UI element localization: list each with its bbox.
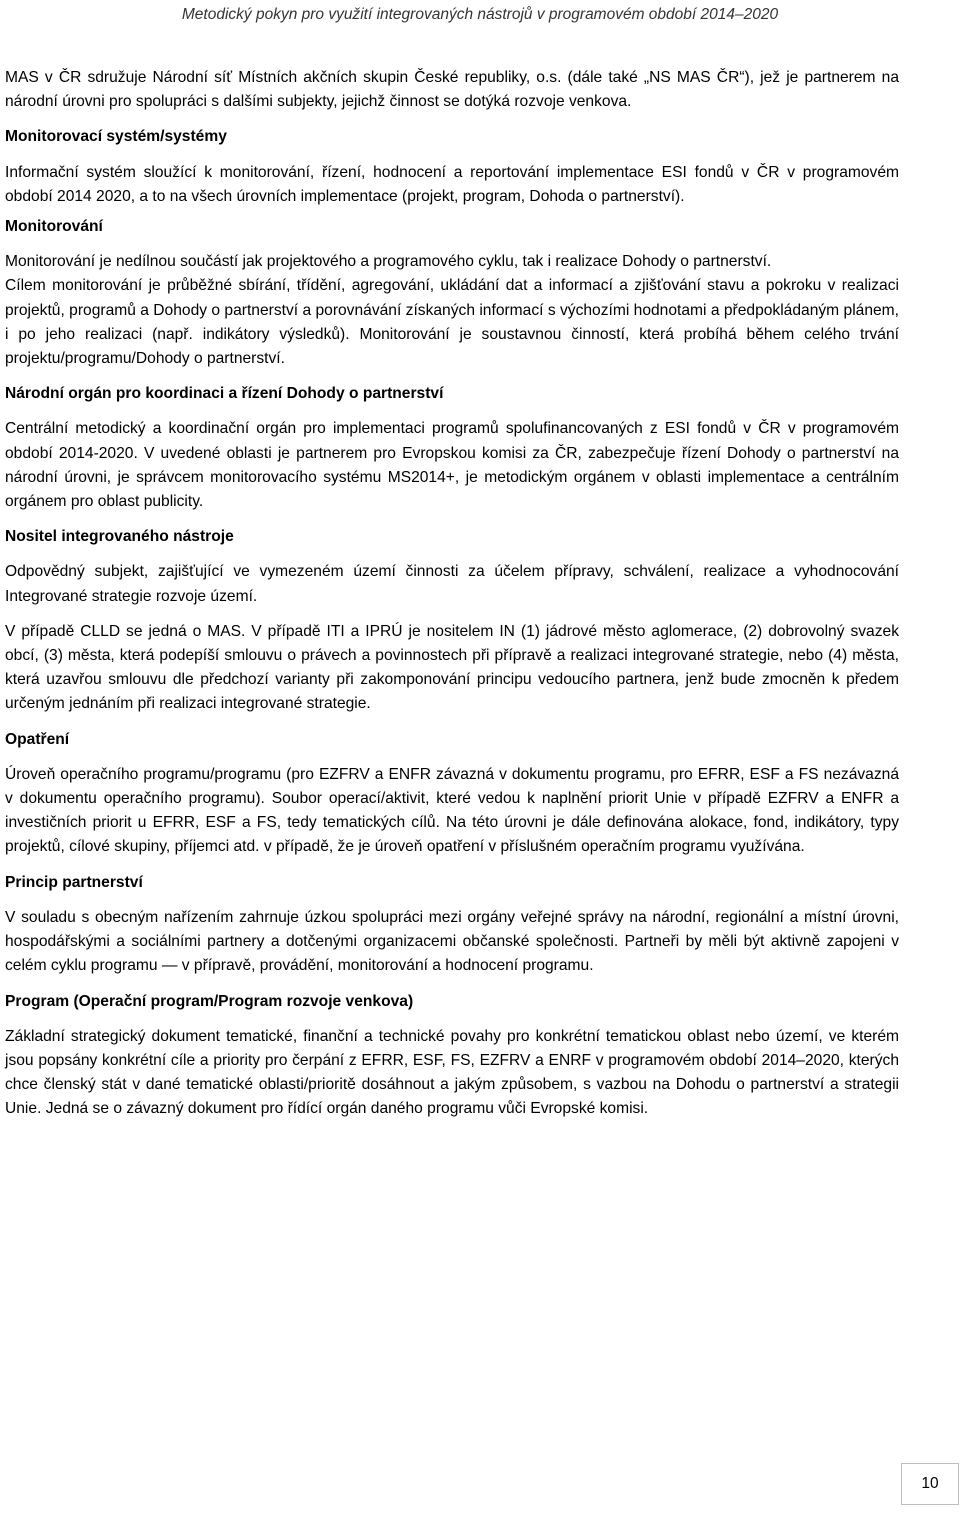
section-monitorovani [5,215,899,371]
section-paragraph: V případě CLLD se jedná o MAS. V případě ITI a IPRÚ je nositelem IN (1) jádrové město aglomerace, (2) dobrovolný svazek obcí, (3) města, která podepíší smlouvu o právech a povinnostech při přípravě a realizaci integrované strategie, nebo (4) města, která uzavřou smlouvu dle předchozí varianty při zakomponování principu vedoucího partnera, jenž bude zmocněn k předem určeným jednáním při realizaci integrované strategie. [5,622,899,713]
section-paragraph: Informační systém sloužící k monitorování, řízení, hodnocení a reportování implementace ESI fondů v ČR v programovém období 2014 2020, a to na všech úrovních implementace (projekt, program, Dohoda o partnerství). [5,163,899,205]
document-body [5,66,899,1133]
section-opatreni [5,728,899,860]
section-paragraph: Úroveň operačního programu/programu (pro EZFRV a ENFR závazná v dokumentu programu, pro EFRR, ESF a FS nezávazná v dokumentu operačního programu). Soubor operací/aktivit, které vedou k naplnění priorit Unie v případě EZFRV a ENFR a investičních priorit u EFRR, ESF a FS, tedy tematických cílů. Na této úrovni je dále definována alokace, fond, indikátory, typy projektů, cílové skupiny, příjemci atd. v případě, že je úroveň opatření v příslušném operačním programu využívána. [5,765,899,856]
section-program [5,990,899,1122]
section-heading: Opatření [5,730,70,748]
section-heading: Monitorovací systém/systémy [5,128,227,146]
section-monitorovaci-system [5,125,899,209]
running-header: Metodický pokyn pro využití integrovaných nástrojů v programovém období 2014–2020 [181,6,779,23]
section-paragraph: Základní strategický dokument tematické, finanční a technické povahy pro konkrétní tematickou oblast nebo území, ve kterém jsou popsány konkrétní cíle a priority pro čerpání z EFRR, ESF, FS, EZFRV a ENRF v programovém období 2014–2020, kterých chce členský stát v dané tematické oblasti/prioritě dosáhnout a jakým způsobem, s vazbou na Dohodu o partnerství a strategii Unie. Jedná se o závazný dokument pro řídící orgán daného programu vůči Evropské komisi. [5,1027,899,1118]
intro-paragraph: MAS v ČR sdružuje Národní síť Místních akčních skupin České republiky, o.s. (dále také „NS MAS ČR“), jež je partnerem na národní úrovni pro spolupráci s dalšími subjekty, jejichž činnost se dotýká rozvoje venkova. [5,69,899,111]
section-heading: Národní orgán pro koordinaci a řízení Dohody o partnerství [5,385,444,403]
section-heading: Princip partnerství [5,873,143,891]
page-number: 10 [901,1463,959,1505]
section-paragraph: Cílem monitorování je průběžné sbírání, třídění, agregování, ukládání dat a informací a zjišťování stavu a pokroku v realizaci projektů, programů a Dohody o partnerství a porovnávání získaných informací s výchozími hodnotami a předpokládaným plánem, i po jeho realizaci (např. indikátory výsledků). Monitorování je soustavnou činností, která probíhá během celého trvání projektu/programu/Dohody o partnerství. [5,277,899,368]
section-heading: Monitorování [5,218,103,236]
section-narodni-organ [5,382,899,514]
section-princip-partnerstvi [5,871,899,979]
section-heading: Program (Operační program/Program rozvoje venkova) [5,992,414,1010]
section-paragraph: Odpovědný subjekt, zajišťující ve vymezeném území činnosti za účelem přípravy, schválení, realizace a vyhodnocování Integrované strategie rozvoje území. [5,563,899,605]
section-heading: Nositel integrovaného nástroje [5,528,234,546]
section-paragraph: Centrální metodický a koordinační orgán pro implementaci programů spolufinancovaných z ESI fondů v ČR v programovém období 2014-2020. V uvedené oblasti je partnerem pro Evropskou komisi za ČR, zabezpečuje řízení Dohody o partnerství na národní úrovni, je správcem monitorovacího systému MS2014+, je metodickým orgánem v oblasti implementace a centrálním orgánem pro oblast publicity. [5,420,899,511]
section-paragraph: Monitorování je nedílnou součástí jak projektového a programového cyklu, tak i realizace Dohody o partnerství. [5,253,772,271]
section-nositel [5,525,899,716]
section-paragraph: V souladu s obecným nařízením zahrnuje úzkou spolupráci mezi orgány veřejné správy na národní, regionální a místní úrovni, hospodářskými a sociálními partnery a dotčenými organizacemi občanské společnosti. Partneři by měli být aktivně zapojeni v celém cyklu programu — v přípravě, provádění, monitorování a hodnocení programu. [5,908,899,975]
